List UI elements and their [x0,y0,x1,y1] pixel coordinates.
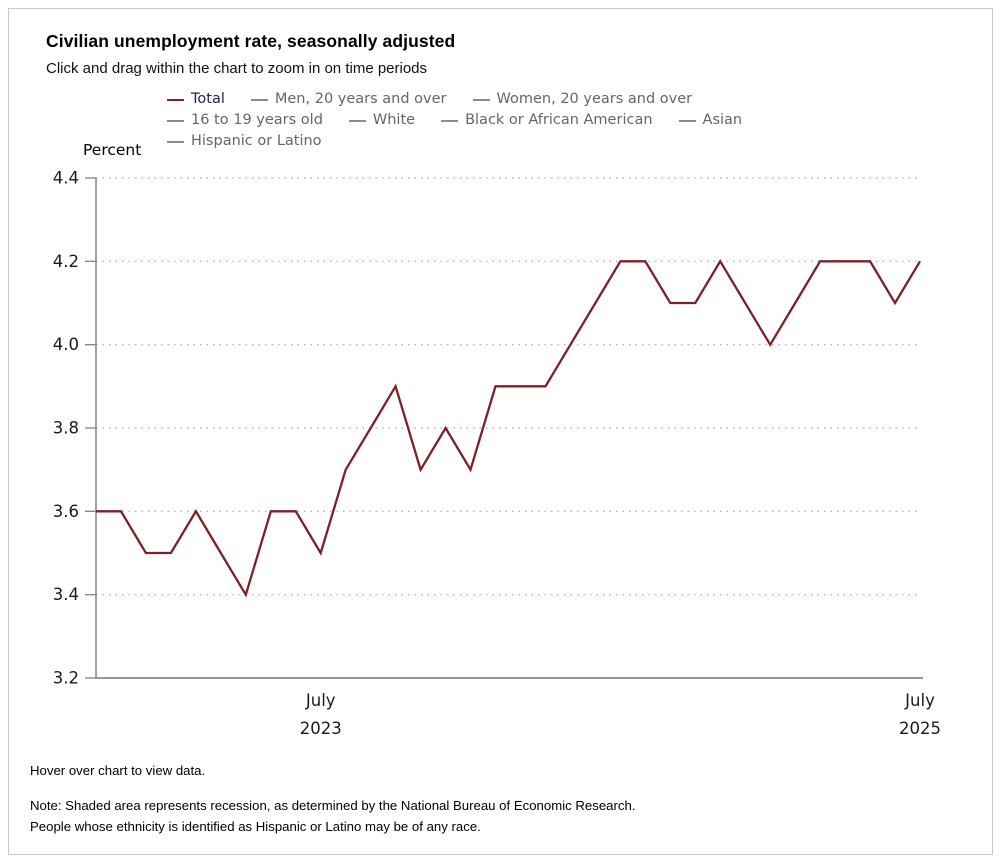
legend-label: Total [191,91,225,107]
chart-frame [8,8,993,855]
hover-instruction: Hover over chart to view data. [30,763,206,778]
chart-title: Civilian unemployment rate, seasonally adjusted [46,31,456,51]
legend-label: Asian [702,112,743,128]
legend-label: Hispanic or Latino [191,133,322,149]
legend-dash-16-to-19-years-old [167,120,184,122]
legend-dash-men-20-years-and-over [251,99,268,101]
legend-label: Women, 20 years and over [496,91,693,107]
x-tick-label-year-2023: 2023 [299,719,342,738]
legend-dash-black-or-african-american [441,120,458,122]
legend-item-asian[interactable] [679,112,743,129]
y-tick-label-3.6: 3.6 [52,501,79,521]
legend-dash-asian [679,120,696,122]
legend-item-white[interactable] [349,112,415,129]
legend-item-hispanic-or-latino[interactable] [167,133,322,150]
y-tick-label-4.2: 4.2 [52,251,79,271]
legend-item-total[interactable] [167,91,225,108]
y-tick-label-3.4: 3.4 [52,585,79,605]
y-tick-label-4.4: 4.4 [52,168,79,188]
legend-dash-hispanic-or-latino [167,141,184,143]
y-tick-label-3.8: 3.8 [52,418,79,438]
footer-note-line2: People whose ethnicity is identified as Hispanic or Latino may be of any race. [30,819,481,834]
y-tick-label-3.2: 3.2 [52,668,79,688]
x-tick-label-year-2025: 2025 [899,719,941,738]
legend-label: 16 to 19 years old [191,112,323,128]
chart-subtitle: Click and drag within the chart to zoom in on time periods [46,60,428,77]
legend-dash-white [349,120,366,122]
legend-label: Men, 20 years and over [274,91,447,107]
legend [167,91,822,150]
legend-dash-women-20-years-and-over [473,99,490,101]
footer-note [30,795,636,837]
y-tick-label-4.0: 4.0 [52,335,79,355]
legend-item-black-or-african-american[interactable] [441,112,652,129]
legend-label: Black or African American [465,112,653,128]
x-tick-label-july-2025: July [905,691,935,710]
legend-label: White [372,112,416,128]
y-axis-title: Percent [83,141,142,159]
legend-item-16-to-19-years-old[interactable] [167,112,323,129]
legend-dash-total [167,99,184,101]
x-tick-label-july-2023: July [305,691,336,710]
legend-item-men-20-years-and-over[interactable] [251,91,447,108]
legend-item-women-20-years-and-over[interactable] [473,91,693,108]
footer-note-line1: Note: Shaded area represents recession, as determined by the National Bureau of Economic Research. [30,798,636,813]
